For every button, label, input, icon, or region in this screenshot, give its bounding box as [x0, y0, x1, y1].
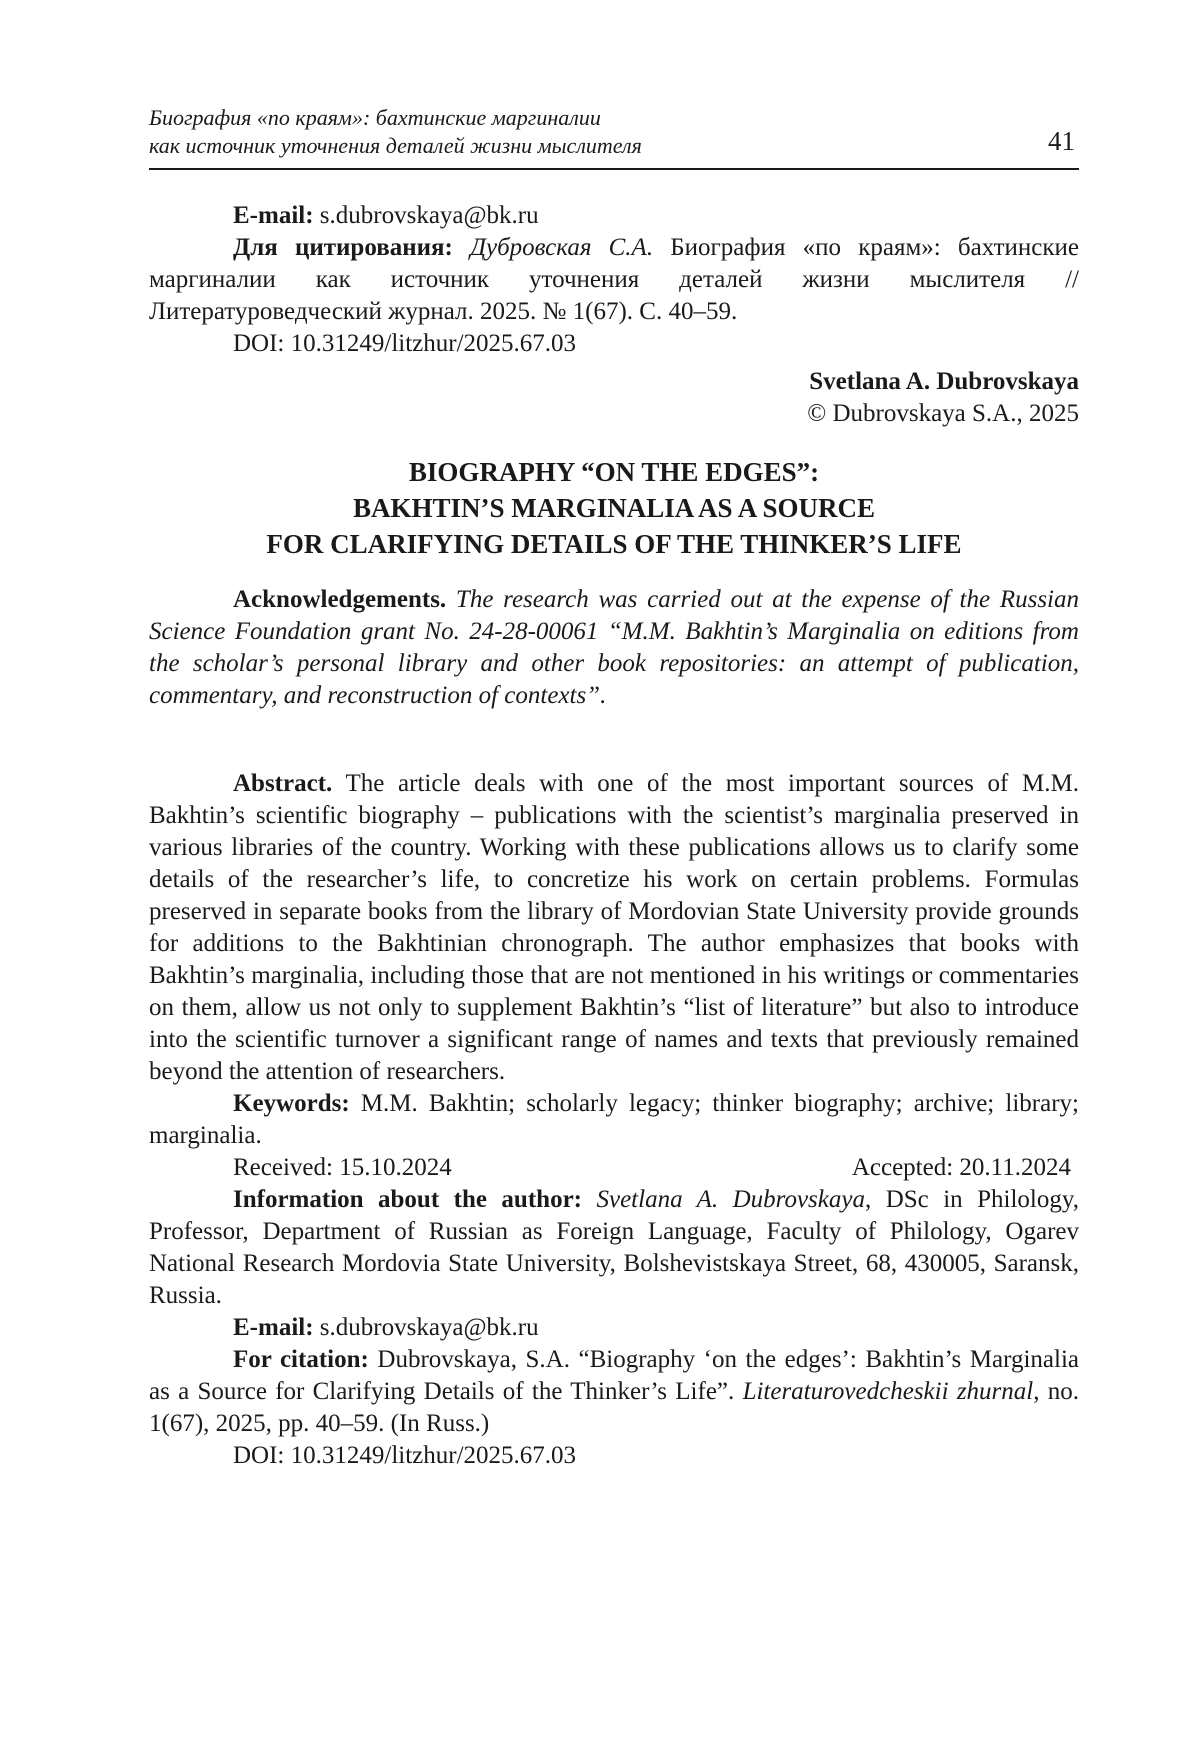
article-title — [149, 454, 1079, 562]
received-date: Received: 15.10.2024 — [233, 1154, 452, 1181]
running-header — [149, 100, 1079, 170]
accepted-date: Accepted: 20.11.2024 — [851, 1154, 1071, 1181]
ru-email-label: E-mail: — [233, 202, 314, 229]
ru-doi[interactable]: DOI: 10.31249/litzhur/2025.67.03 — [233, 330, 577, 357]
page-number: 41 — [1048, 126, 1075, 156]
running-title — [149, 104, 642, 160]
en-email-label: E-mail: — [233, 1314, 314, 1341]
keywords-label: Keywords: — [233, 1090, 350, 1117]
en-doi[interactable]: DOI: 10.31249/litzhur/2025.67.03 — [233, 1442, 577, 1469]
keywords-text: M.M. Bakhtin; scholarly legacy; thinker biography; archive; library; marginalia. — [149, 1090, 1079, 1149]
abstract-section — [149, 768, 1079, 1472]
title-line-2: BAKHTIN’S MARGINALIA AS A SOURCE — [352, 493, 876, 523]
author-info-paragraph — [149, 1184, 1079, 1312]
ru-email-line — [149, 200, 1079, 232]
ru-citation-author: Дубровская С.А. — [470, 234, 654, 261]
en-citation-text-before: Dubrovskaya, S.A. “Biography ‘on the edges’: Bakhtin’s Marginalia as a Source for Clarifying Details of the Thinker’s Life”. — [149, 1346, 1079, 1405]
keywords-paragraph — [149, 1088, 1079, 1152]
abstract-label: Abstract. — [233, 770, 333, 797]
acknowledgements-label: Acknowledgements. — [233, 586, 447, 613]
ru-citation-label: Для цитирования: — [233, 234, 453, 261]
author-name: Svetlana A. Dubrovskaya — [809, 368, 1079, 395]
author-block — [149, 366, 1079, 430]
russian-citation-block — [149, 200, 1079, 360]
en-email-address[interactable]: s.dubrovskaya@bk.ru — [319, 1314, 539, 1341]
author-copyright: © Dubrovskaya S.A., 2025 — [807, 400, 1079, 427]
title-line-1: BIOGRAPHY “ON THE EDGES”: — [408, 457, 820, 487]
acknowledgements — [149, 584, 1079, 712]
en-citation-label: For citation: — [233, 1346, 369, 1373]
en-citation — [149, 1344, 1079, 1440]
acknowledgements-text: The research was carried out at the expense of the Russian Science Foundation grant No. 24-28-00061 “M.M. Bakhtin’s Marginalia on editions from the scholar’s personal library and other book repositories: an attempt of publication, commentary, and reconstruction of contexts”. — [149, 586, 1079, 709]
author-info-text: , DSc in Philology, Professor, Department of Russian as Foreign Language, Faculty of Philology, Ogarev National Research Mordovia State University, Bolshevistskaya Street, 68, 430005, Saransk, Russia. — [149, 1186, 1080, 1309]
author-info-label: Information about the author: — [233, 1186, 582, 1213]
ru-citation-text: Биография «по краям»: бахтинские маргиналии как источник уточнения деталей жизни мыслителя // Литературоведческий журнал. 2025. № 1(67). С. 40–59. — [149, 234, 1079, 325]
dates-line — [149, 1152, 1079, 1184]
title-line-3: FOR CLARIFYING DETAILS OF THE THINKER’S LIFE — [266, 529, 962, 559]
running-title-line-1: Биография «по краям»: бахтинские маргиналии — [149, 105, 601, 130]
ru-email-address[interactable]: s.dubrovskaya@bk.ru — [319, 202, 539, 229]
running-title-line-2: как источник уточнения деталей жизни мыслителя — [149, 133, 642, 158]
en-email-line — [149, 1312, 1079, 1344]
author-info-name: Svetlana A. Dubrovskaya — [596, 1186, 865, 1213]
en-citation-journal: Literaturovedcheskii zhurnal — [742, 1378, 1034, 1405]
acknowledgements-paragraph — [149, 584, 1079, 712]
abstract-text: The article deals with one of the most important sources of M.M. Bakhtin’s scientific biography – publications with the scientist’s marginalia preserved in various libraries of the country. Working with these publications allows us to clarify some details of the researcher’s life, to concretize his work on certain problems. Formulas preserved in separate books from the library of Mordovian State University provide grounds for additions to the Bakhtinian chronograph. The author emphasizes that books with Bakhtin’s marginalia, including those that are not mentioned in his writings or commentaries on them, allow us not only to supplement Bakhtin’s “list of literature” but also to introduce into the scientific turnover a significant range of names and texts that previously remained beyond the attention of researchers. — [149, 770, 1079, 1085]
abstract-paragraph — [149, 768, 1079, 1088]
en-citation-text-after: , no. 1(67), 2025, pp. 40–59. (In Russ.) — [149, 1378, 1080, 1437]
ru-citation — [149, 232, 1079, 328]
